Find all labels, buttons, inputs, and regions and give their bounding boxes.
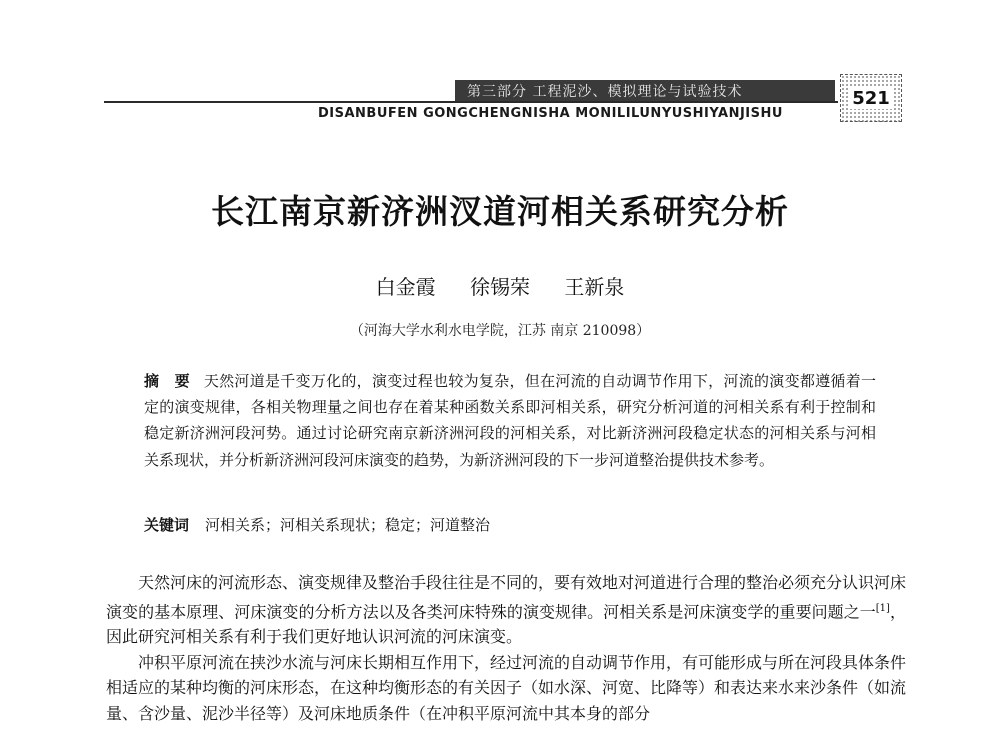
affiliation: （河海大学水利水电学院，江苏 南京 210098） bbox=[349, 323, 651, 339]
author-list bbox=[0, 271, 1000, 300]
body-paragraph-text: ，因此研究河相关系有利于我们更好地认识河流的河床演变。 bbox=[106, 601, 906, 647]
header-rule bbox=[104, 101, 838, 103]
page-number: 521 bbox=[849, 88, 893, 109]
keywords-label: 关键词 bbox=[144, 516, 190, 534]
citation-ref: [1] bbox=[875, 602, 890, 614]
body-paragraph: 冲积平原河流在挟沙水流与河床长期相互作用下，经过河流的自动调节作用，有可能形成与所在河段具体条件相适应的某种均衡的河床形态，在这种均衡形态的有关因子（如水深、河宽、比降等）和表达来水来沙条件（如流量、含沙量、泥沙半径等）及河床地质条件（在冲积平原河流中其本身的部分 bbox=[106, 652, 907, 723]
author-name: 王新泉 bbox=[564, 275, 625, 299]
author-name: 白金霞 bbox=[375, 275, 436, 299]
keywords-text: 河相关系；河相关系现状；稳定；河道整治 bbox=[205, 516, 491, 534]
body-paragraph-text: 天然河床的河流形态、演变规律及整治手段往往是不同的，要有效地对河道进行合理的整治必须充分认识河床演变的基本原理、河床演变的分析方法以及各类河床特殊的演变规律。河相关系是河床演变学的重要问题之一 bbox=[106, 573, 907, 621]
body-paragraph bbox=[106, 570, 906, 650]
paper-title: 长江南京新济洲汊道河相关系研究分析 bbox=[211, 192, 789, 231]
keywords bbox=[144, 514, 876, 535]
abstract-text: 天然河道是千变万化的，演变过程也较为复杂，但在河流的自动调节作用下，河流的演变都遵循着一定的演变规律，各相关物理量之间也存在着某种函数关系即河相关系，研究分析河道的河相关系有利于控制和稳定新济洲河段河势。通过讨论研究南京新济洲河段的河相关系，对比新济洲河段稳定状态的河相关系与河相关系现状，并分析新济洲河段河床演变的趋势，为新济洲河段的下一步河道整治提供技术参考。 bbox=[144, 372, 876, 469]
author-name: 徐锡荣 bbox=[470, 275, 530, 299]
page-number-box bbox=[840, 74, 902, 122]
body-text bbox=[106, 570, 906, 726]
abstract bbox=[144, 368, 876, 473]
section-banner: 第三部分 工程泥沙、模拟理论与试验技术 bbox=[455, 80, 835, 102]
abstract-label: 摘 要 bbox=[144, 372, 190, 390]
section-pinyin: DISANBUFEN GONGCHENGNISHA MONILILUNYUSHIYANJISHU bbox=[318, 106, 783, 121]
